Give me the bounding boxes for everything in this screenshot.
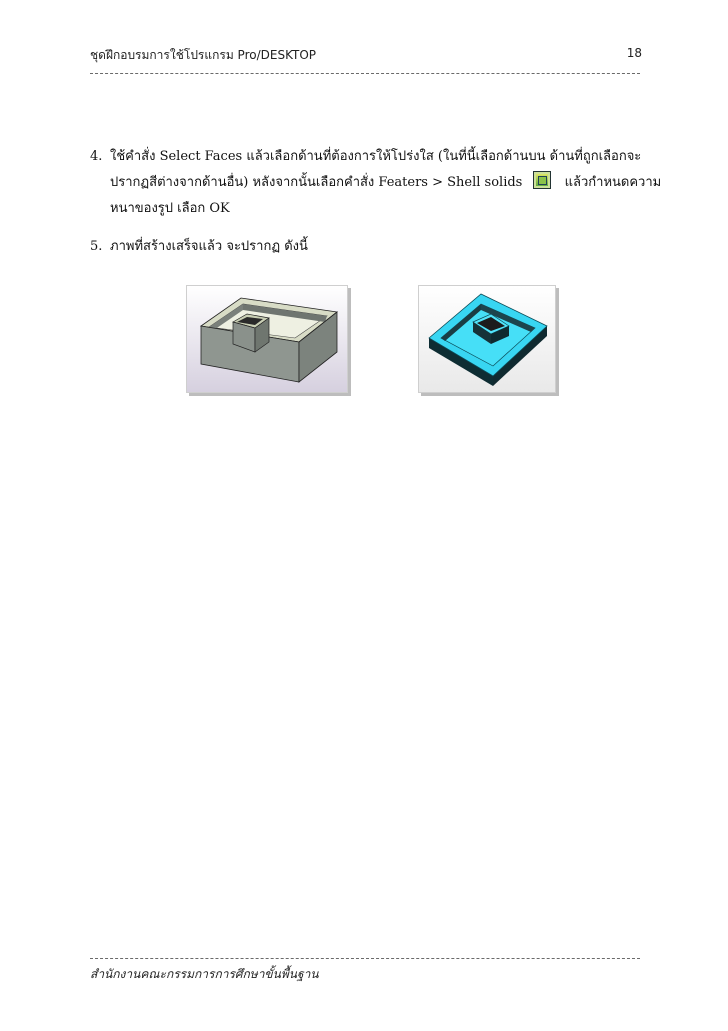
step-4-number: 4. bbox=[90, 149, 103, 164]
step-4-text-2a: ปรากฏสีต่างจากด้านอื่น) หลังจากนั้นเลือกคำสั่ง Featers > Shell solids bbox=[110, 175, 523, 190]
shelled-box-grey-icon bbox=[187, 286, 347, 392]
step-4-line-2 bbox=[90, 170, 662, 196]
step-4-line-1 bbox=[90, 144, 642, 170]
step-4-text-1: ใช้คำสั่ง Select Faces แล้วเลือกด้านที่ต้องการให้โปร่งใส (ในที่นี้เลือกด้านบน ด้านที่ถูกเลือกจะ bbox=[110, 149, 642, 164]
step-5-number: 5. bbox=[90, 239, 103, 254]
shelled-box-cyan-icon bbox=[419, 286, 555, 392]
step-5-text: ภาพที่สร้างเสร็จแล้ว จะปรากฏ ดังนี้ bbox=[110, 239, 308, 254]
shelled-box-grey-figure bbox=[186, 285, 348, 393]
shelled-box-cyan-figure bbox=[418, 285, 556, 393]
page-number: 18 bbox=[626, 46, 642, 60]
result-figures bbox=[0, 285, 728, 405]
step-4-text-2b: แล้วกำหนดความ bbox=[564, 175, 662, 190]
document-body bbox=[90, 144, 662, 272]
footer-divider bbox=[90, 958, 640, 959]
page-footer: สำนักงานคณะกรรมการการศึกษาขั้นพื้นฐาน bbox=[90, 967, 319, 981]
step-5-line bbox=[90, 234, 642, 260]
shell-solids-icon bbox=[533, 171, 551, 189]
header-divider bbox=[90, 73, 640, 74]
header-title: ชุดฝึกอบรมการใช้โปรแกรม Pro/DESKTOP bbox=[90, 48, 317, 62]
step-4 bbox=[90, 144, 662, 222]
step-4-line-3: หนาของรูป เลือก OK bbox=[110, 201, 230, 216]
page-header bbox=[90, 46, 642, 64]
step-5 bbox=[90, 234, 642, 260]
